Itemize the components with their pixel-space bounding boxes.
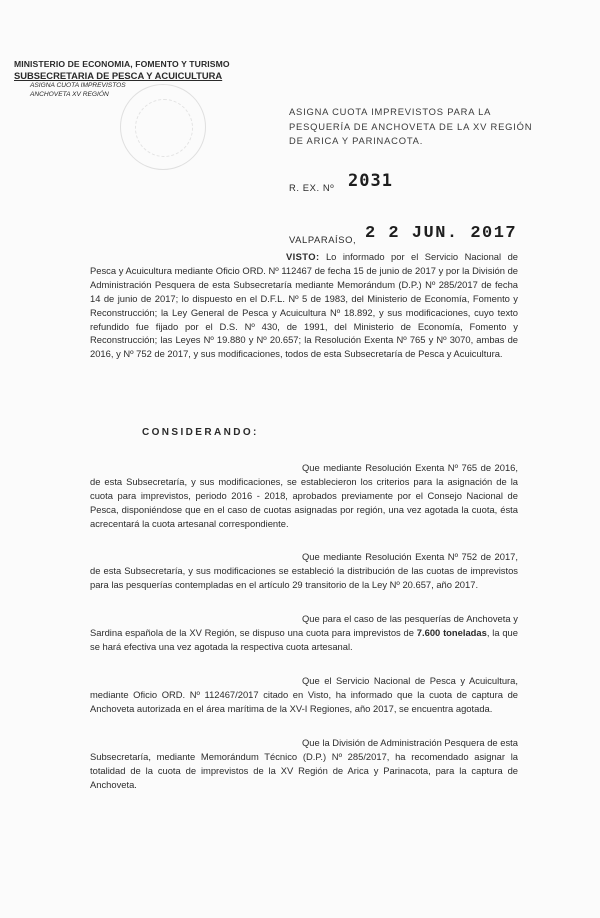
ministry-name: MINISTERIO DE ECONOMIA, FOMENTO Y TURISMO — [14, 59, 230, 69]
date-stamp: 2 2 JUN. 2017 — [365, 224, 518, 243]
seal-inner-ring — [135, 99, 193, 157]
resolution-number: 2031 — [348, 171, 393, 191]
letterhead — [14, 59, 244, 99]
place: VALPARAÍSO, — [289, 234, 357, 245]
subsecretaria-name: SUBSECRETARIA DE PESCA Y ACUICULTURA — [14, 70, 223, 81]
reference-line-2: ANCHOVETA XV REGIÓN — [30, 91, 109, 98]
considerando-paragraph-3: Que para el caso de las pesquerías de Anchoveta y Sardina española de la XV Región, se dispuso una cuota para imprevistos de 7.600 toneladas, la que se hará efectiva una vez agotada la respectiva cuota artesanal. — [90, 613, 518, 652]
considerando-paragraph-5: Que la División de Administración Pesquera de esta Subsecretaría, mediante Memorándum Técnico (D.P.) Nº 285/2017, ha recomendado asignar la totalidad de la cuota de imprevistos de la XV Región de Arica y Parinacota, para la captura de Anchoveta. — [90, 737, 518, 790]
tonnage-value: 7.600 toneladas — [416, 626, 487, 638]
resolution-label: R. EX. Nº — [289, 182, 335, 193]
considerando-paragraph-1: Que mediante Resolución Exenta Nº 765 de 2016, de esta Subsecretaría, y sus modificaciones, se establecieron los criterios para la asignación de la cuota para imprevistos, periodo 2016 - 2018, aprobados previamente por el Consejo Nacional de Pesca, disponiéndose que en el caso de cuotas asignadas por región, una vez agotada la cuota, ésta acrecentará la cuota artesanal correspondiente. — [90, 462, 518, 529]
visto-text: Lo informado por el Servicio Nacional de Pesca y Acuicultura mediante Oficio ORD. Nº 112467 de fecha 15 de junio de 2017 y por la División de Administración Pesquera de esta Subsecretaría mediante Memorándum (D.P.) Nº 285/2017 de fecha 14 de junio de 2017; lo dispuesto en el D.F.L. Nº 5 de 1983, del Ministerio de Economía, Fomento y Reconstrucción; la Ley General de Pesca y Acuicultura Nº 18.892, y sus modificaciones, cuyo texto refundido fue fijado por el D.S. Nº 430, de 1991, del Ministerio de Economía, Fomento y Reconstrucción; las Leyes Nº 19.880 y Nº 20.657; la Resolución Exenta Nº 765 y Nº 3070, ambas de 2016, y Nº 752 de 2017, y sus modificaciones, todos de esta Subsecretaría de Pesca y Acuicultura. — [90, 251, 518, 360]
official-seal-stamp — [120, 84, 206, 170]
considerando-heading: CONSIDERANDO: — [142, 427, 259, 438]
document-subject: ASIGNA CUOTA IMPREVISTOS PARA LA PESQUERÍA DE ANCHOVETA DE LA XV REGIÓN DE ARICA Y PARINACOTA. — [289, 106, 533, 146]
visto-keyword: VISTO: — [286, 251, 320, 262]
reference-line-1: ASIGNA CUOTA IMPREVISTOS — [30, 82, 126, 89]
considerando-paragraph-2: Que mediante Resolución Exenta Nº 752 de 2017, de esta Subsecretaría, y sus modificaciones se estableció la distribución de las cuotas de imprevistos para las pesquerías contempladas en el artículo 29 transitorio de la Ley Nº 20.657, año 2017. — [90, 551, 518, 590]
considerando-paragraph-4: Que el Servicio Nacional de Pesca y Acuicultura, mediante Oficio ORD. Nº 112467/2017 citado en Visto, ha informado que la cuota de captura de Anchoveta autorizada en el área marítima de la XV-I Regiones, año 2017, se encuentra agotada. — [90, 675, 518, 714]
visto-paragraph — [90, 250, 518, 361]
